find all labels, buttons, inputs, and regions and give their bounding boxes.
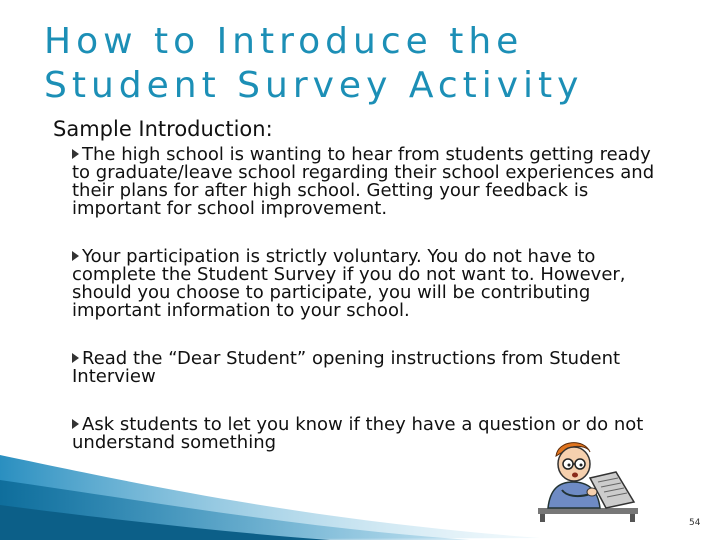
bullet-text: Read the “Dear Student” opening instructions from Student Interview bbox=[72, 348, 621, 387]
section-subheading: Sample Introduction: bbox=[53, 117, 273, 141]
triangle-bullet-icon bbox=[72, 353, 79, 363]
bullet-text: Ask students to let you know if they have a question or do not understand something bbox=[72, 414, 644, 453]
slide-title: How to Introduce the Student Survey Activity bbox=[44, 21, 584, 106]
page-number: 54 bbox=[689, 518, 701, 528]
list-item bbox=[72, 350, 672, 386]
bullet-list bbox=[72, 146, 672, 452]
triangle-bullet-icon bbox=[72, 251, 79, 261]
decorative-swoosh bbox=[0, 450, 540, 540]
bullet-text: The high school is wanting to hear from students getting ready to graduate/leave school regarding their school experiences and their plans for after high school. Getting your feedback is important for school improvement. bbox=[72, 144, 655, 219]
triangle-bullet-icon bbox=[72, 419, 79, 429]
triangle-bullet-icon bbox=[72, 149, 79, 159]
bullet-text: Your participation is strictly voluntary. You do not have to complete the Student Survey if you do not want to. However, should you choose to participate, you will be contributing important information to your school. bbox=[72, 246, 626, 321]
list-item bbox=[72, 248, 672, 320]
list-item bbox=[72, 146, 672, 218]
person-reading-newspaper-icon bbox=[518, 432, 648, 522]
